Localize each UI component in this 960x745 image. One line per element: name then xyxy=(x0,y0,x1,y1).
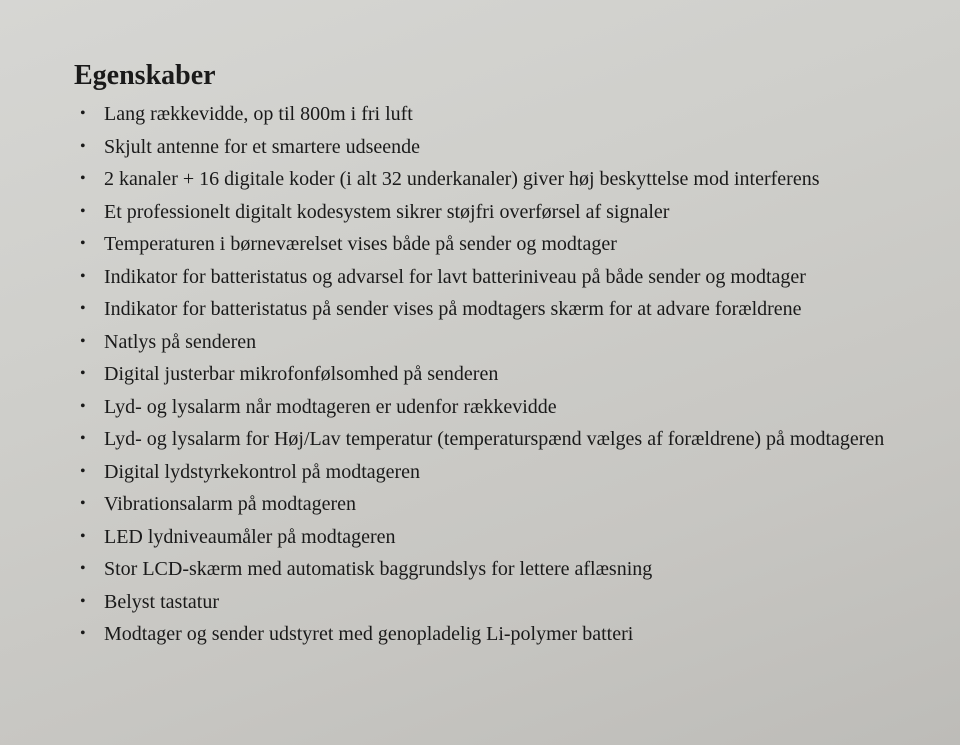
feature-item xyxy=(74,488,944,521)
bullet-icon: • xyxy=(80,527,86,545)
feature-item xyxy=(74,163,944,196)
feature-item xyxy=(74,261,944,294)
feature-list xyxy=(74,98,944,651)
feature-text: Et professionelt digitalt kodesystem sikrer støjfri overførsel af signaler xyxy=(104,200,670,223)
feature-text: Temperaturen i børneværelset vises både på sender og modtager xyxy=(104,233,617,255)
bullet-icon: • xyxy=(80,365,86,382)
feature-text: Indikator for batteristatus og advarsel for lavt batteriniveau på både sender og modtager xyxy=(104,265,806,288)
feature-item xyxy=(74,196,944,229)
bullet-icon: • xyxy=(80,300,86,317)
bullet-icon: • xyxy=(80,430,86,447)
feature-item xyxy=(74,423,924,456)
bullet-icon: • xyxy=(80,267,86,285)
feature-text: Belyst tastatur xyxy=(104,590,219,613)
feature-text: Digital lydstyrkekontrol på modtageren xyxy=(104,460,421,483)
bullet-icon: • xyxy=(80,105,86,122)
feature-item xyxy=(74,391,944,424)
feature-text: Lyd- og lysalarm når modtageren er udenfor rækkevidde xyxy=(104,395,557,418)
bullet-icon: • xyxy=(80,495,86,512)
section-heading: Egenskaber xyxy=(74,60,216,91)
feature-text: Modtager og sender udstyret med genopladelig Li-polymer batteri xyxy=(104,623,634,645)
feature-item xyxy=(74,326,944,359)
document-content xyxy=(74,58,944,651)
bullet-icon: • xyxy=(80,170,86,187)
bullet-icon: • xyxy=(80,560,86,577)
feature-item xyxy=(74,358,944,391)
feature-item xyxy=(74,618,944,651)
feature-item xyxy=(74,586,944,619)
feature-text: Digital justerbar mikrofonfølsomhed på senderen xyxy=(104,363,499,385)
bullet-icon: • xyxy=(80,462,86,480)
feature-item xyxy=(74,228,944,261)
feature-text: Natlys på senderen xyxy=(104,330,257,353)
feature-text: Skjult antenne for et smartere udseende xyxy=(104,135,420,158)
feature-text: LED lydniveaumåler på modtageren xyxy=(104,525,396,548)
feature-item xyxy=(74,521,944,554)
bullet-icon: • xyxy=(80,332,86,350)
bullet-icon: • xyxy=(80,235,86,252)
bullet-icon: • xyxy=(80,625,86,642)
feature-item xyxy=(74,456,944,489)
feature-text: 2 kanaler + 16 digitale koder (i alt 32 underkanaler) giver høj beskyttelse mod interferens xyxy=(104,168,820,190)
feature-text: Stor LCD-skærm med automatisk baggrundslys for lettere aflæsning xyxy=(104,558,653,580)
feature-text: Vibrationsalarm på modtageren xyxy=(104,493,357,515)
bullet-icon: • xyxy=(80,397,86,415)
feature-item xyxy=(74,553,944,586)
feature-item xyxy=(74,131,944,164)
feature-text: Lyd- og lysalarm for Høj/Lav temperatur (temperaturspænd vælges af forældrene) på modtageren xyxy=(104,428,885,450)
feature-item xyxy=(74,293,944,326)
feature-text: Lang rækkevidde, op til 800m i fri luft xyxy=(104,103,413,125)
feature-text: Indikator for batteristatus på sender vises på modtagers skærm for at advare forældrene xyxy=(104,298,802,320)
feature-item xyxy=(74,98,944,131)
bullet-icon: • xyxy=(80,202,86,220)
bullet-icon: • xyxy=(80,592,86,610)
bullet-icon: • xyxy=(80,137,86,155)
